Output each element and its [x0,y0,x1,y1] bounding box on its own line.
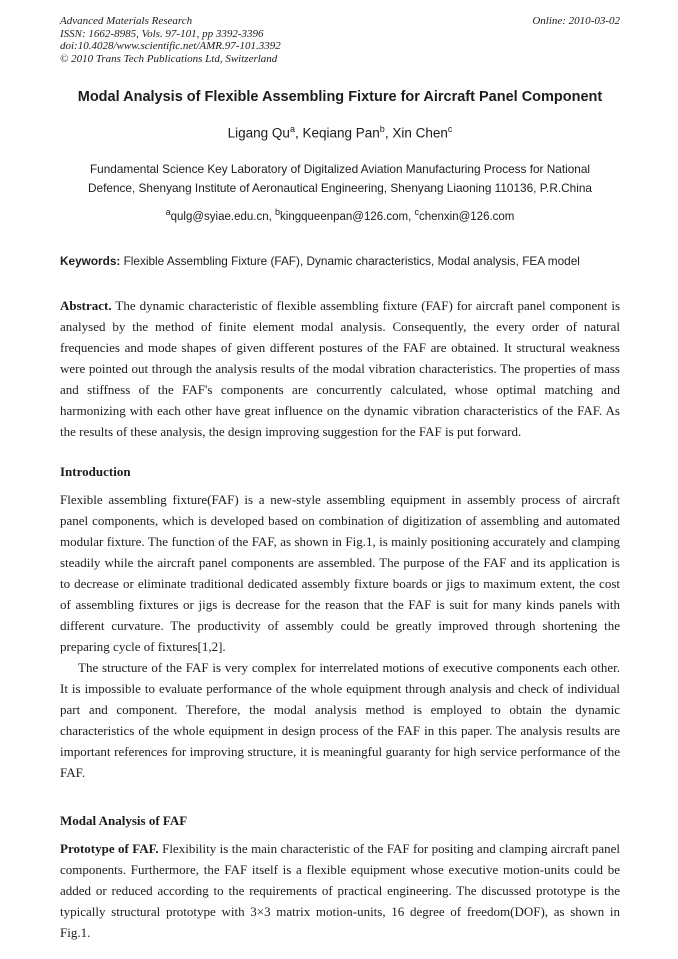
email-address-a: qulg@syiae.edu.cn [170,210,269,223]
journal-issn-line: ISSN: 1662-8985, Vols. 97-101, pp 3392-3396 [60,27,264,40]
section-heading-introduction: Introduction [60,464,131,480]
abstract-label: Abstract. [60,298,112,314]
prototype-lead: Prototype of FAF. [60,841,159,857]
journal-copyright-line: © 2010 Trans Tech Publications Ltd, Switzerland [60,52,278,65]
paper-title: Modal Analysis of Flexible Assembling Fixture for Aircraft Panel Component [77,89,603,105]
prototype-text: Flexibility is the main characteristic of the FAF for positing and clamping aircraft panel components. Furthermore, the FAF itself is a flexible equipment whose executive motion-units could be added or reduced according to the requirements of practical engineering. The discussed prototype is the typically structural prototype with 3×3 matrix motion-units, 16 degree of freedom(DOF), as shown in Fig.1. [60,841,621,941]
emails-line [60,207,620,223]
email-sup-c: c [414,206,419,217]
author-sup-3: c [447,124,453,134]
online-date: Online: 2010-03-02 [532,15,620,27]
author-name-2: Keqiang Pan [302,125,380,141]
authors-line [60,124,620,141]
email-address-c: chenxin@126.com [418,210,515,223]
email-separator: , [268,210,276,223]
abstract-paragraph [60,295,620,442]
email-sup-a: a [165,206,171,217]
keywords-line [60,252,620,270]
journal-header [60,15,620,65]
email-sup-b: b [275,206,281,217]
author-name-1: Ligang Qu [227,125,290,141]
email-separator: , [408,210,415,223]
journal-name: Advanced Materials Research [60,15,193,27]
intro-paragraph-1: Flexible assembling fixture(FAF) is a new-style assembling equipment in assembly process of aircraft panel components, which is developed based on combination of digitization of assembling and automated modular fixture. The function of the FAF, as shown in Fig.1, is mainly positioning accurately and clamping steadily while the aircraft panel components are assembled. The purpose of the FAF and its application is to decrease or eliminate traditional dedicated assembly fixture boards or jigs to maximum extent, the cost of assembling fixtures or jigs is decrease for the reason that the FAF is suit for many kinds panels with different curvature. The productivity of assembly could be greatly improved through shortening the preparing cycle of fixtures[1,2]. [60,492,620,655]
prototype-paragraph [60,838,620,943]
section-heading-modal-analysis: Modal Analysis of FAF [60,813,188,829]
author-name-3: Xin Chen [392,125,448,141]
keywords-text: Flexible Assembling Fixture (FAF), Dynamic characteristics, Modal analysis, FEA model [123,254,580,269]
email-address-b: kingqueenpan@126.com [280,210,409,223]
keywords-label: Keywords: [60,254,121,269]
author-separator: , [294,125,303,141]
abstract-text: The dynamic characteristic of flexible assembling fixture (FAF) for aircraft panel component is analysed by the method of finite element modal analysis. Consequently, the every order of natural frequencies and mode shapes of given different postures of the FAF are obtained. It structural weakness were pointed out through the analysis results of the modal vibration characteristics. The properties of mass and stiffness of the FAF's components are concurrently calculated, whose optimal matching and harmonizing with each other have great influence on the dynamic vibration characteristics of the FAF. As the results of these analysis, the design improving suggestion for the FAF is put forward. [60,298,621,440]
author-sup-1: a [289,124,295,134]
author-separator: , [384,125,393,141]
journal-doi-line: doi:10.4028/www.scientific.net/AMR.97-101.3392 [60,40,281,52]
author-sup-2: b [379,124,385,134]
intro-paragraph-2: The structure of the FAF is very complex for interrelated motions of executive components each other. It is impossible to evaluate performance of the whole equipment through analysis and check of individual part and component. Therefore, the modal analysis method is employed to obtain the dynamic characteristics of the whole equipment in design process of the FAF in this paper. The analysis results are important references for improving structure, it is meaningful guaranty for high service performance of the FAF. [60,660,620,781]
journal-header-left [60,15,281,65]
affiliation: Fundamental Science Key Laboratory of Digitalized Aviation Manufacturing Process for National Defence, Shenyang Institute of Aeronautical Engineering, Shenyang Liaoning 110136, P.R.China [88,161,592,195]
